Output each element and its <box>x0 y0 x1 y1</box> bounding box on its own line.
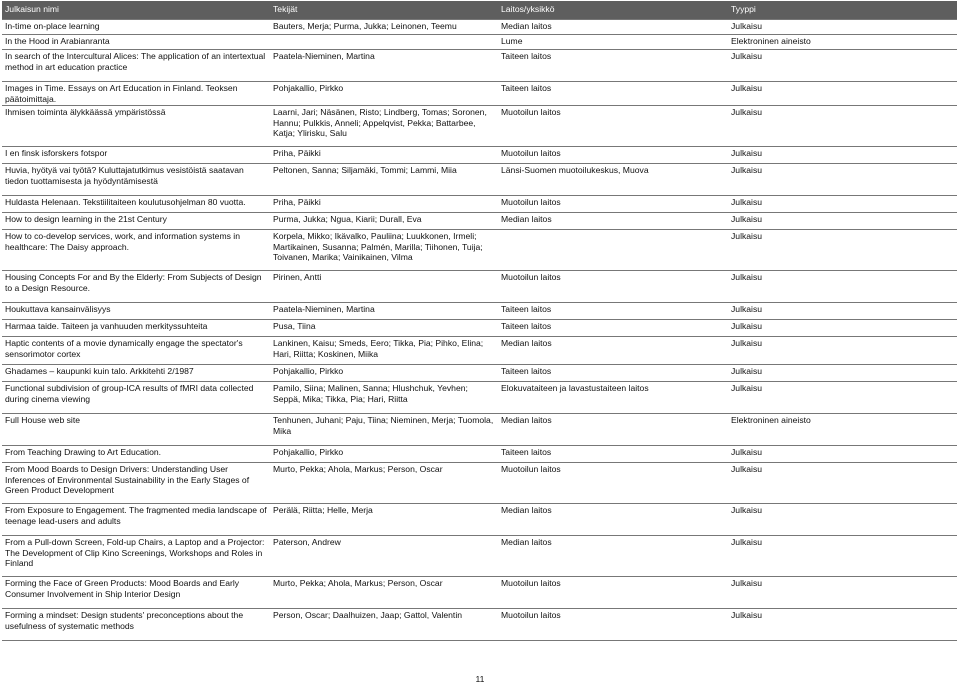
cell-authors: Priha, Päikki <box>270 196 498 213</box>
cell-unit: Lume <box>498 35 728 50</box>
cell-unit: Muotoilun laitos <box>498 106 728 147</box>
table-row <box>2 35 957 50</box>
cell-authors: Bauters, Merja; Purma, Jukka; Leinonen, Teemu <box>270 20 498 35</box>
cell-unit: Taiteen laitos <box>498 365 728 382</box>
table-row <box>2 50 957 82</box>
cell-title: How to design learning in the 21st Century <box>2 213 270 230</box>
cell-unit: Länsi-Suomen muotoilukeskus, Muova <box>498 164 728 196</box>
cell-authors: Pohjakallio, Pirkko <box>270 365 498 382</box>
cell-title: From Exposure to Engagement. The fragmented media landscape of teenage lead-users and adults <box>2 504 270 536</box>
cell-type: Julkaisu <box>728 577 957 609</box>
cell-type: Julkaisu <box>728 609 957 641</box>
cell-authors: Priha, Päikki <box>270 147 498 164</box>
cell-unit: Muotoilun laitos <box>498 271 728 303</box>
cell-unit: Muotoilun laitos <box>498 577 728 609</box>
cell-authors: Paterson, Andrew <box>270 536 498 577</box>
cell-unit: Taiteen laitos <box>498 446 728 463</box>
table-row <box>2 365 957 382</box>
table-row <box>2 337 957 365</box>
page-number: 11 <box>475 674 485 684</box>
cell-title: In search of the Intercultural Alices: The application of an intertextual method in art education practice <box>2 50 270 82</box>
cell-unit: Taiteen laitos <box>498 303 728 320</box>
cell-authors: Lankinen, Kaisu; Smeds, Eero; Tikka, Pia; Pihko, Elina; Hari, Riitta; Koskinen, Miika <box>270 337 498 365</box>
table-row <box>2 303 957 320</box>
table-row <box>2 271 957 303</box>
table-row <box>2 463 957 504</box>
cell-authors: Pohjakallio, Pirkko <box>270 446 498 463</box>
table-row <box>2 414 957 446</box>
cell-title: Images in Time. Essays on Art Education in Finland. Teoksen päätoimittaja. <box>2 82 270 106</box>
cell-unit: Median laitos <box>498 536 728 577</box>
cell-authors <box>270 35 498 50</box>
cell-unit: Muotoilun laitos <box>498 463 728 504</box>
cell-type: Elektroninen aineisto <box>728 414 957 446</box>
cell-title: How to co-develop services, work, and information systems in healthcare: The Daisy approach. <box>2 230 270 271</box>
header-authors: Tekijät <box>270 1 498 20</box>
table-row <box>2 446 957 463</box>
table-header-row <box>2 1 957 20</box>
cell-type: Julkaisu <box>728 271 957 303</box>
table-row <box>2 106 957 147</box>
cell-type: Julkaisu <box>728 20 957 35</box>
table-row <box>2 577 957 609</box>
cell-unit <box>498 230 728 271</box>
cell-type: Julkaisu <box>728 50 957 82</box>
cell-authors: Tenhunen, Juhani; Paju, Tiina; Nieminen, Merja; Tuomola, Mika <box>270 414 498 446</box>
table-row <box>2 609 957 641</box>
cell-unit: Elokuvataiteen ja lavastustaiteen laitos <box>498 382 728 414</box>
cell-authors: Murto, Pekka; Ahola, Markus; Person, Oscar <box>270 577 498 609</box>
cell-unit: Median laitos <box>498 213 728 230</box>
cell-title: Harmaa taide. Taiteen ja vanhuuden merkityssuhteita <box>2 320 270 337</box>
cell-unit: Muotoilun laitos <box>498 609 728 641</box>
cell-title: Forming the Face of Green Products: Mood Boards and Early Consumer Involvement in Ship Interior Design <box>2 577 270 609</box>
cell-type: Julkaisu <box>728 365 957 382</box>
cell-type: Julkaisu <box>728 147 957 164</box>
cell-authors: Person, Oscar; Daalhuizen, Jaap; Gattol, Valentin <box>270 609 498 641</box>
table-row <box>2 382 957 414</box>
cell-unit: Taiteen laitos <box>498 82 728 106</box>
cell-title: From a Pull-down Screen, Fold-up Chairs, a Laptop and a Projector: The Development of Clip Kino Screenings, Workshops and Roles in Finland <box>2 536 270 577</box>
cell-type: Julkaisu <box>728 303 957 320</box>
cell-unit: Muotoilun laitos <box>498 196 728 213</box>
cell-type: Julkaisu <box>728 213 957 230</box>
table-row <box>2 504 957 536</box>
cell-title: Haptic contents of a movie dynamically engage the spectator's sensorimotor cortex <box>2 337 270 365</box>
cell-title: In the Hood in Arabianranta <box>2 35 270 50</box>
table-row <box>2 536 957 577</box>
table-row <box>2 320 957 337</box>
cell-type: Julkaisu <box>728 382 957 414</box>
cell-unit: Median laitos <box>498 337 728 365</box>
cell-type: Julkaisu <box>728 446 957 463</box>
table-row <box>2 196 957 213</box>
cell-unit: Median laitos <box>498 504 728 536</box>
cell-authors: Paatela-Nieminen, Martina <box>270 50 498 82</box>
cell-title: From Teaching Drawing to Art Education. <box>2 446 270 463</box>
cell-authors: Paatela-Nieminen, Martina <box>270 303 498 320</box>
table-row <box>2 20 957 35</box>
header-title: Julkaisun nimi <box>2 1 270 20</box>
cell-title: Huvia, hyötyä vai työtä? Kuluttajatutkimus vesistöistä saatavan tiedon tuottamisesta ja hyödyntämisestä <box>2 164 270 196</box>
cell-title: From Mood Boards to Design Drivers: Understanding User Inferences of Environmental Sustainability in the Early Stages of Green Product Development <box>2 463 270 504</box>
cell-title: I en finsk isforskers fotspor <box>2 147 270 164</box>
cell-authors: Pohjakallio, Pirkko <box>270 82 498 106</box>
cell-authors: Perälä, Riitta; Helle, Merja <box>270 504 498 536</box>
cell-type: Julkaisu <box>728 337 957 365</box>
cell-type: Elektroninen aineisto <box>728 35 957 50</box>
cell-unit: Taiteen laitos <box>498 320 728 337</box>
cell-type: Julkaisu <box>728 82 957 106</box>
cell-type: Julkaisu <box>728 196 957 213</box>
cell-authors: Pusa, Tiina <box>270 320 498 337</box>
cell-type: Julkaisu <box>728 320 957 337</box>
cell-authors: Purma, Jukka; Ngua, Kiarii; Durall, Eva <box>270 213 498 230</box>
table-row <box>2 147 957 164</box>
cell-title: Ihmisen toiminta älykkäässä ympäristössä <box>2 106 270 147</box>
table-body <box>2 20 957 641</box>
cell-unit: Median laitos <box>498 414 728 446</box>
cell-unit: Muotoilun laitos <box>498 147 728 164</box>
cell-type: Julkaisu <box>728 106 957 147</box>
table-row <box>2 230 957 271</box>
cell-type: Julkaisu <box>728 536 957 577</box>
cell-title: Ghadames – kaupunki kuin talo. Arkkitehti 2/1987 <box>2 365 270 382</box>
cell-title: Forming a mindset: Design students' preconceptions about the usefulness of systematic methods <box>2 609 270 641</box>
cell-title: Huldasta Helenaan. Tekstiilitaiteen koulutusohjelman 80 vuotta. <box>2 196 270 213</box>
publications-table <box>2 1 957 641</box>
header-unit: Laitos/yksikkö <box>498 1 728 20</box>
cell-unit: Taiteen laitos <box>498 50 728 82</box>
cell-title: Functional subdivision of group-ICA results of fMRI data collected during cinema viewing <box>2 382 270 414</box>
cell-authors: Murto, Pekka; Ahola, Markus; Person, Oscar <box>270 463 498 504</box>
cell-title: Housing Concepts For and By the Elderly: From Subjects of Design to a Design Resource. <box>2 271 270 303</box>
table-row <box>2 164 957 196</box>
cell-authors: Laarni, Jari; Näsänen, Risto; Lindberg, Tomas; Soronen, Hannu; Pulkkis, Anneli; Appelqvist, Pekka; Battarbee, Katja; Ylirisku, Salu <box>270 106 498 147</box>
cell-unit: Median laitos <box>498 20 728 35</box>
cell-title: Houkuttava kansainvälisyys <box>2 303 270 320</box>
cell-type: Julkaisu <box>728 504 957 536</box>
table-row <box>2 213 957 230</box>
cell-type: Julkaisu <box>728 164 957 196</box>
table-row <box>2 82 957 106</box>
cell-authors: Peltonen, Sanna; Siljamäki, Tommi; Lammi, Miia <box>270 164 498 196</box>
cell-authors: Pirinen, Antti <box>270 271 498 303</box>
cell-authors: Korpela, Mikko; Ikävalko, Pauliina; Luukkonen, Irmeli; Martikainen, Susanna; Palmén, Marilla; Tiihonen, Tuija; Toivanen, Marika; Vainikainen, Vilma <box>270 230 498 271</box>
cell-title: In-time on-place learning <box>2 20 270 35</box>
cell-type: Julkaisu <box>728 230 957 271</box>
header-type: Tyyppi <box>728 1 957 20</box>
cell-type: Julkaisu <box>728 463 957 504</box>
cell-title: Full House web site <box>2 414 270 446</box>
cell-authors: Pamilo, Siina; Malinen, Sanna; Hlushchuk, Yevhen; Seppä, Mika; Tikka, Pia; Hari, Riitta <box>270 382 498 414</box>
